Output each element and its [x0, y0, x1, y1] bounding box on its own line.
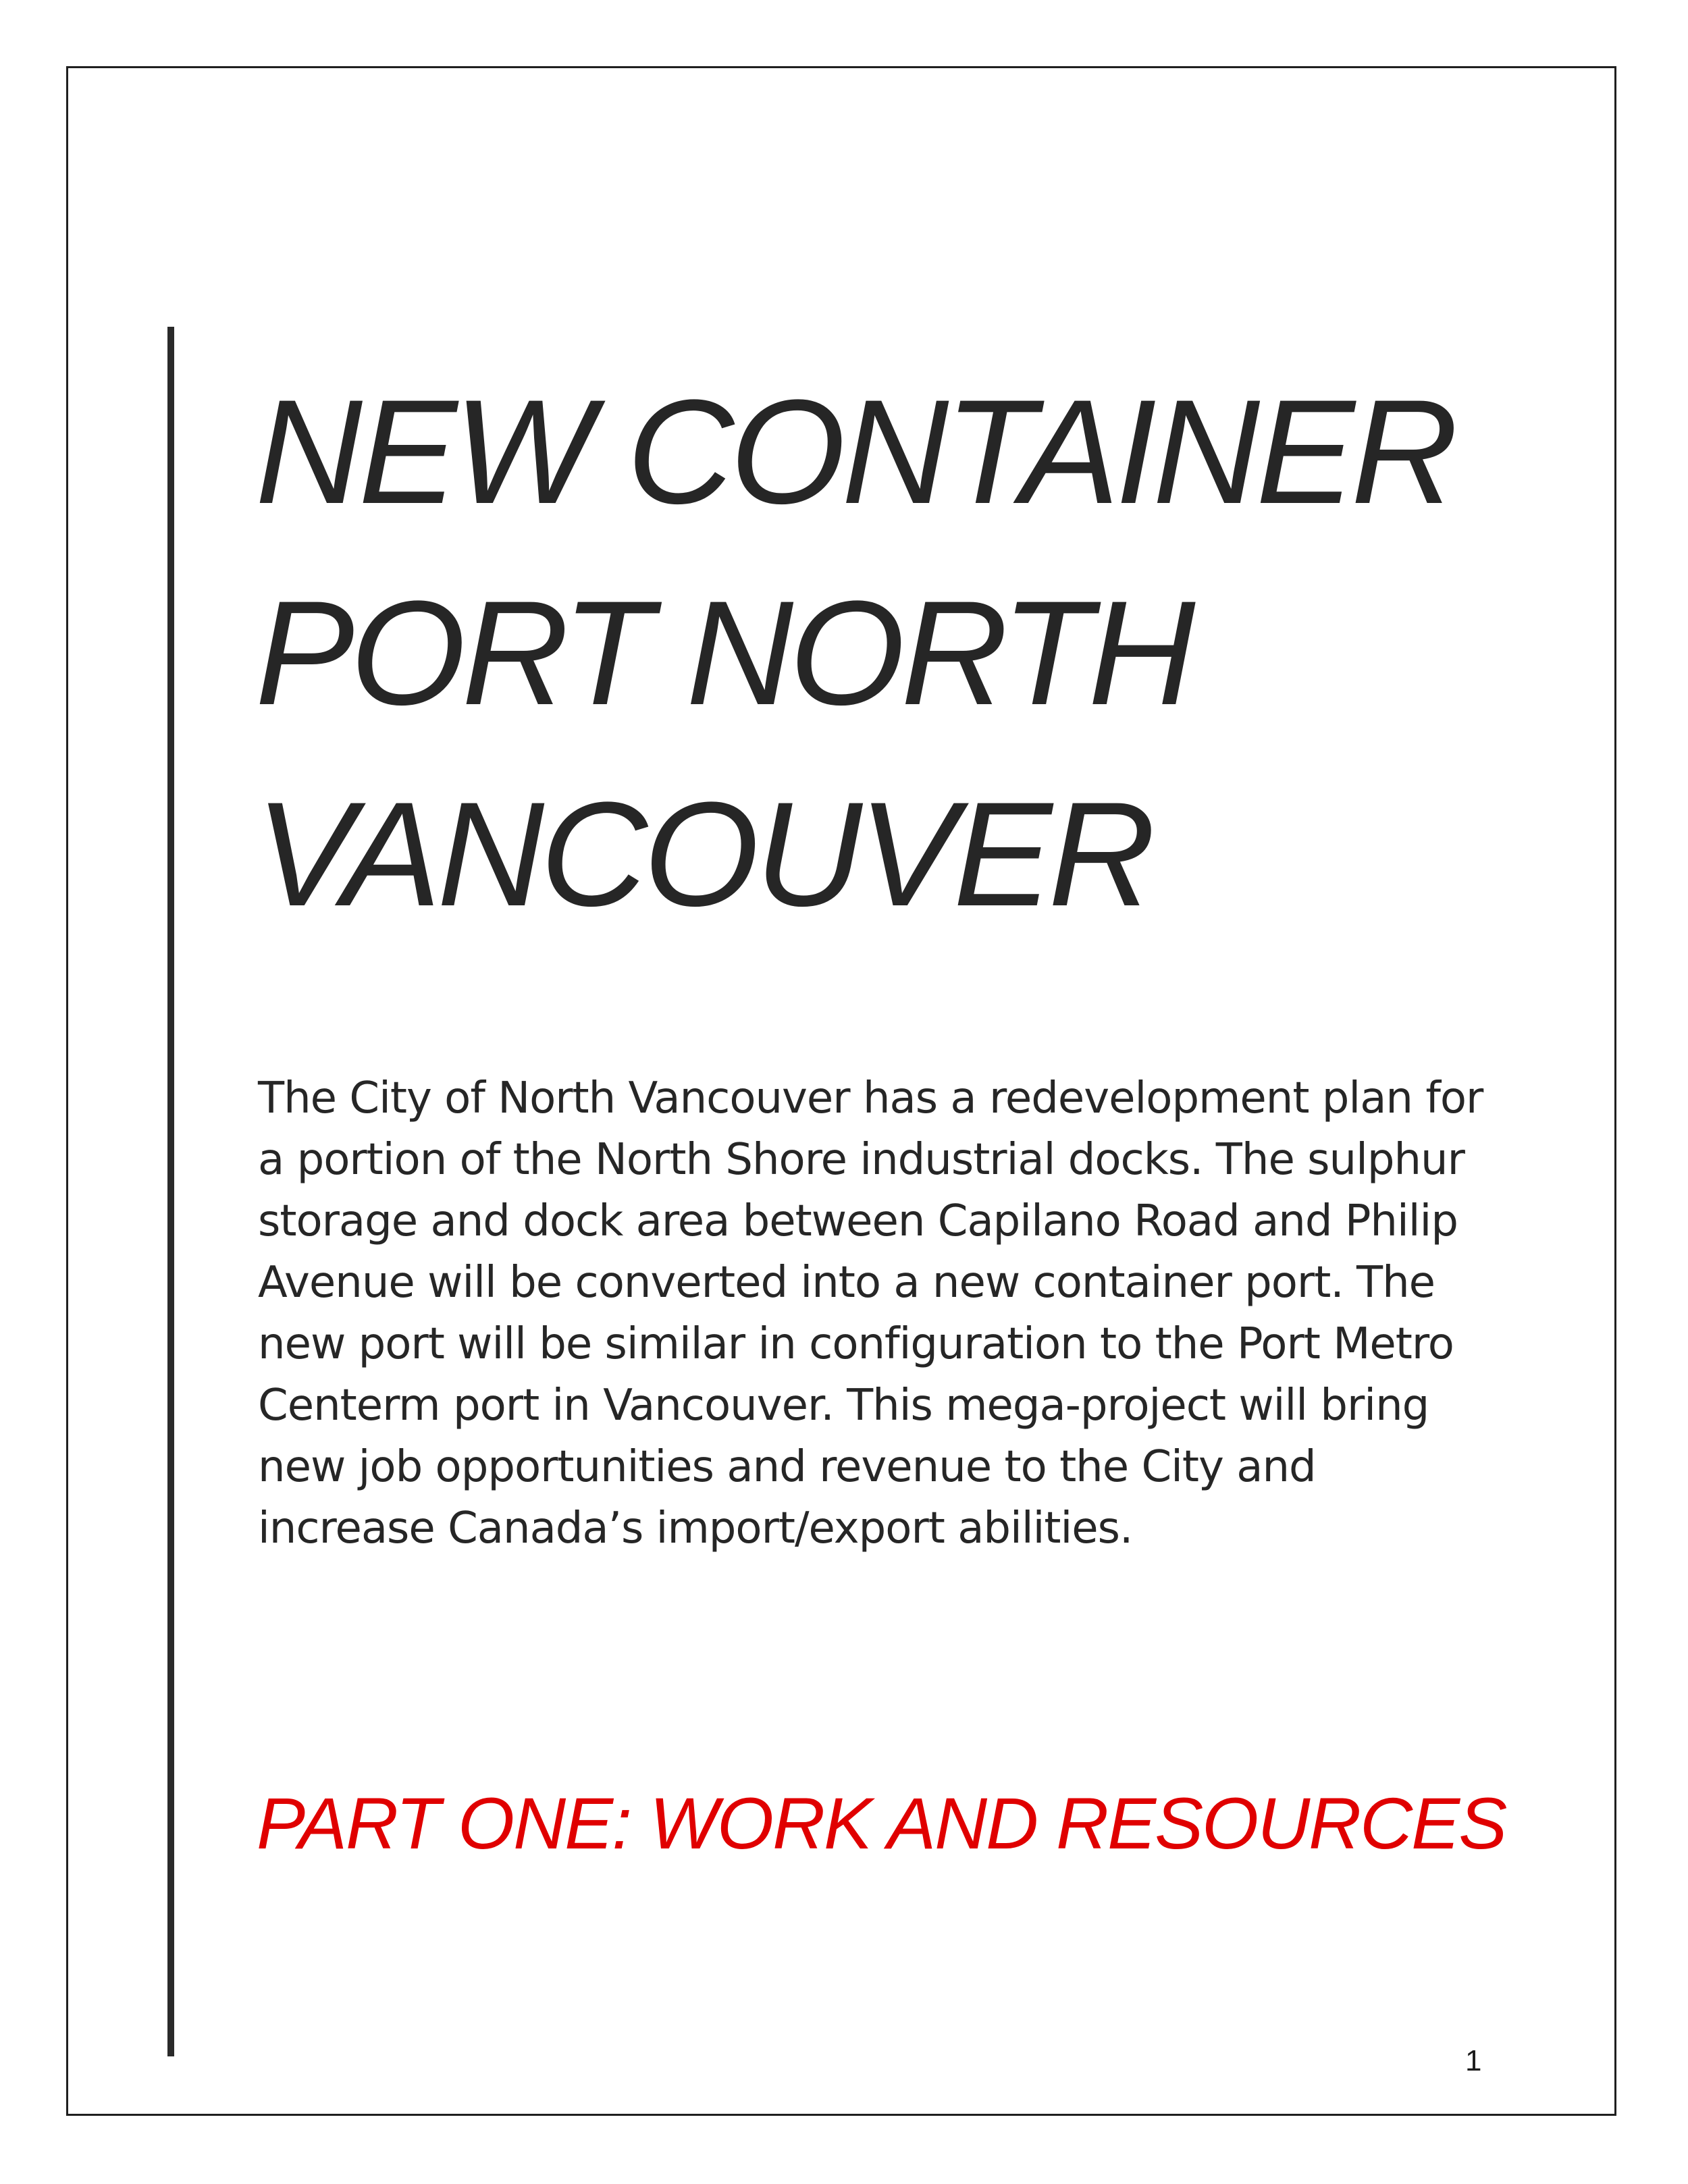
intro-line: The City of North Vancouver has a redevelopment plan for	[258, 1073, 1483, 1123]
intro-line: new job opportunities and revenue to the City and	[258, 1442, 1316, 1492]
accent-bar	[167, 327, 174, 2056]
title-line: PORT NORTH	[255, 570, 1192, 736]
intro-line: increase Canada’s import/export abilities.	[258, 1503, 1133, 1553]
intro-line: storage and dock area between Capilano Road and Philip	[258, 1196, 1458, 1246]
intro-line: Avenue will be converted into a new container port. The	[258, 1258, 1435, 1308]
title-line: NEW CONTAINER	[255, 369, 1454, 535]
page-number: 1	[1465, 2044, 1482, 2077]
part-heading: PART ONE: WORK AND RESOURCES	[257, 1782, 1506, 1864]
title-line: VANCOUVER	[255, 771, 1152, 937]
intro-line: new port will be similar in configuration to the Port Metro	[258, 1319, 1454, 1369]
intro-line: a portion of the North Shore industrial docks. The sulphur	[258, 1135, 1465, 1185]
document-title	[255, 351, 1572, 955]
intro-line: Centerm port in Vancouver. This mega-project will bring	[258, 1381, 1429, 1431]
intro-paragraph	[258, 1068, 1541, 1560]
